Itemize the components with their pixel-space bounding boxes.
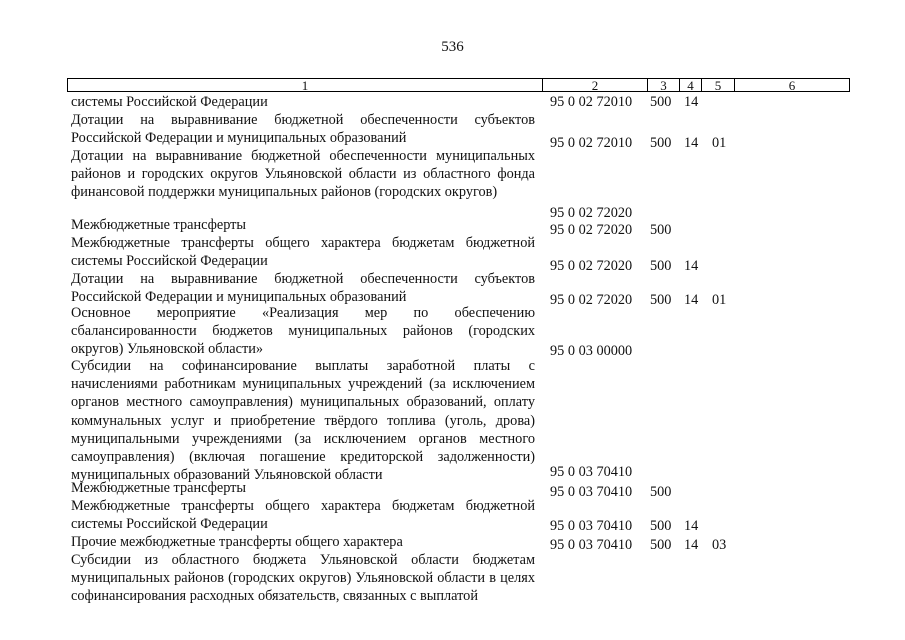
- section-code: 14: [684, 135, 699, 151]
- target-article-code: 95 0 03 70410: [550, 484, 633, 500]
- row-description: Межбюджетные трансферты общего характера бюджетам бюджетной системы Российской Федерации: [71, 498, 535, 533]
- target-article-code: 95 0 03 00000: [550, 343, 633, 359]
- row-description: Субсидии из областного бюджета Ульяновской области бюджетам муниципальных районов (городских округов) Ульяновской области в целях софинансирования расходных обязательств, связанных с выплатой: [71, 552, 535, 605]
- section-code: 14: [684, 518, 699, 534]
- subsection-code: 01: [712, 135, 727, 151]
- row-description: Прочие межбюджетные трансферты общего характера: [71, 534, 403, 550]
- expense-type-code: 500: [650, 537, 672, 553]
- expense-type-code: 500: [650, 292, 672, 308]
- row-description: Субсидии на софинансирование выплаты заработной платы с начислениями работникам муниципальных учреждений (за исключением органов местного самоуправления) муниципальных образований, оплату коммунальных услуг и приобретение твёрдого топлива (уголь, дрова) муниципальными учреждениями (за исключением органов местного самоуправления) (включая погашение кредиторской задолженности) муниципальных образований Ульяновской области: [71, 358, 535, 484]
- header-col-3: 3: [648, 79, 680, 91]
- target-article-code: 95 0 02 72020: [550, 292, 633, 308]
- section-code: 14: [684, 258, 699, 274]
- row-description: Основное мероприятие «Реализация мер по обеспечению сбалансированности бюджетов муниципальных районов (городских округов) Ульяновской области»: [71, 305, 535, 358]
- header-col-4: 4: [680, 79, 702, 91]
- expense-type-code: 500: [650, 484, 672, 500]
- section-code: 14: [684, 292, 699, 308]
- expense-type-code: 500: [650, 518, 672, 534]
- header-col-1: 1: [68, 79, 543, 91]
- row-description: Межбюджетные трансферты общего характера бюджетам бюджетной системы Российской Федерации: [71, 235, 535, 270]
- target-article-code: 95 0 02 72020: [550, 205, 633, 221]
- row-description: Межбюджетные трансферты: [71, 480, 247, 496]
- subsection-code: 01: [712, 292, 727, 308]
- header-col-6: 6: [788, 78, 796, 93]
- subsection-code: 03: [712, 537, 727, 553]
- target-article-code: 95 0 02 72010: [550, 94, 633, 110]
- expense-type-code: 500: [650, 135, 672, 151]
- target-article-code: 95 0 02 72010: [550, 135, 633, 151]
- section-code: 14: [684, 537, 699, 553]
- row-description: Дотации на выравнивание бюджетной обеспеченности муниципальных районов и городских округов Ульяновской области из областного фонда финансовой поддержки муниципальных районов (городских округов): [71, 148, 535, 201]
- expense-type-code: 500: [650, 222, 672, 238]
- expense-type-code: 500: [650, 94, 672, 110]
- target-article-code: 95 0 02 72020: [550, 258, 633, 274]
- section-code: 14: [684, 94, 699, 110]
- target-article-code: 95 0 03 70410: [550, 537, 633, 553]
- target-article-code: 95 0 03 70410: [550, 464, 633, 480]
- target-article-code: 95 0 02 72020: [550, 222, 633, 238]
- header-col-5: 5: [702, 79, 735, 91]
- row-description: Дотации на выравнивание бюджетной обеспеченности субъектов Российской Федерации и муниципальных образований: [71, 271, 535, 306]
- target-article-code: 95 0 03 70410: [550, 518, 633, 534]
- expense-type-code: 500: [650, 258, 672, 274]
- row-description: Дотации на выравнивание бюджетной обеспеченности субъектов Российской Федерации и муниципальных образований: [71, 112, 535, 147]
- row-description: системы Российской Федерации: [71, 94, 268, 110]
- header-col-2: 2: [543, 79, 648, 91]
- row-description: Межбюджетные трансферты: [71, 217, 247, 233]
- page-number: 536: [441, 39, 464, 55]
- table-header: [67, 78, 850, 92]
